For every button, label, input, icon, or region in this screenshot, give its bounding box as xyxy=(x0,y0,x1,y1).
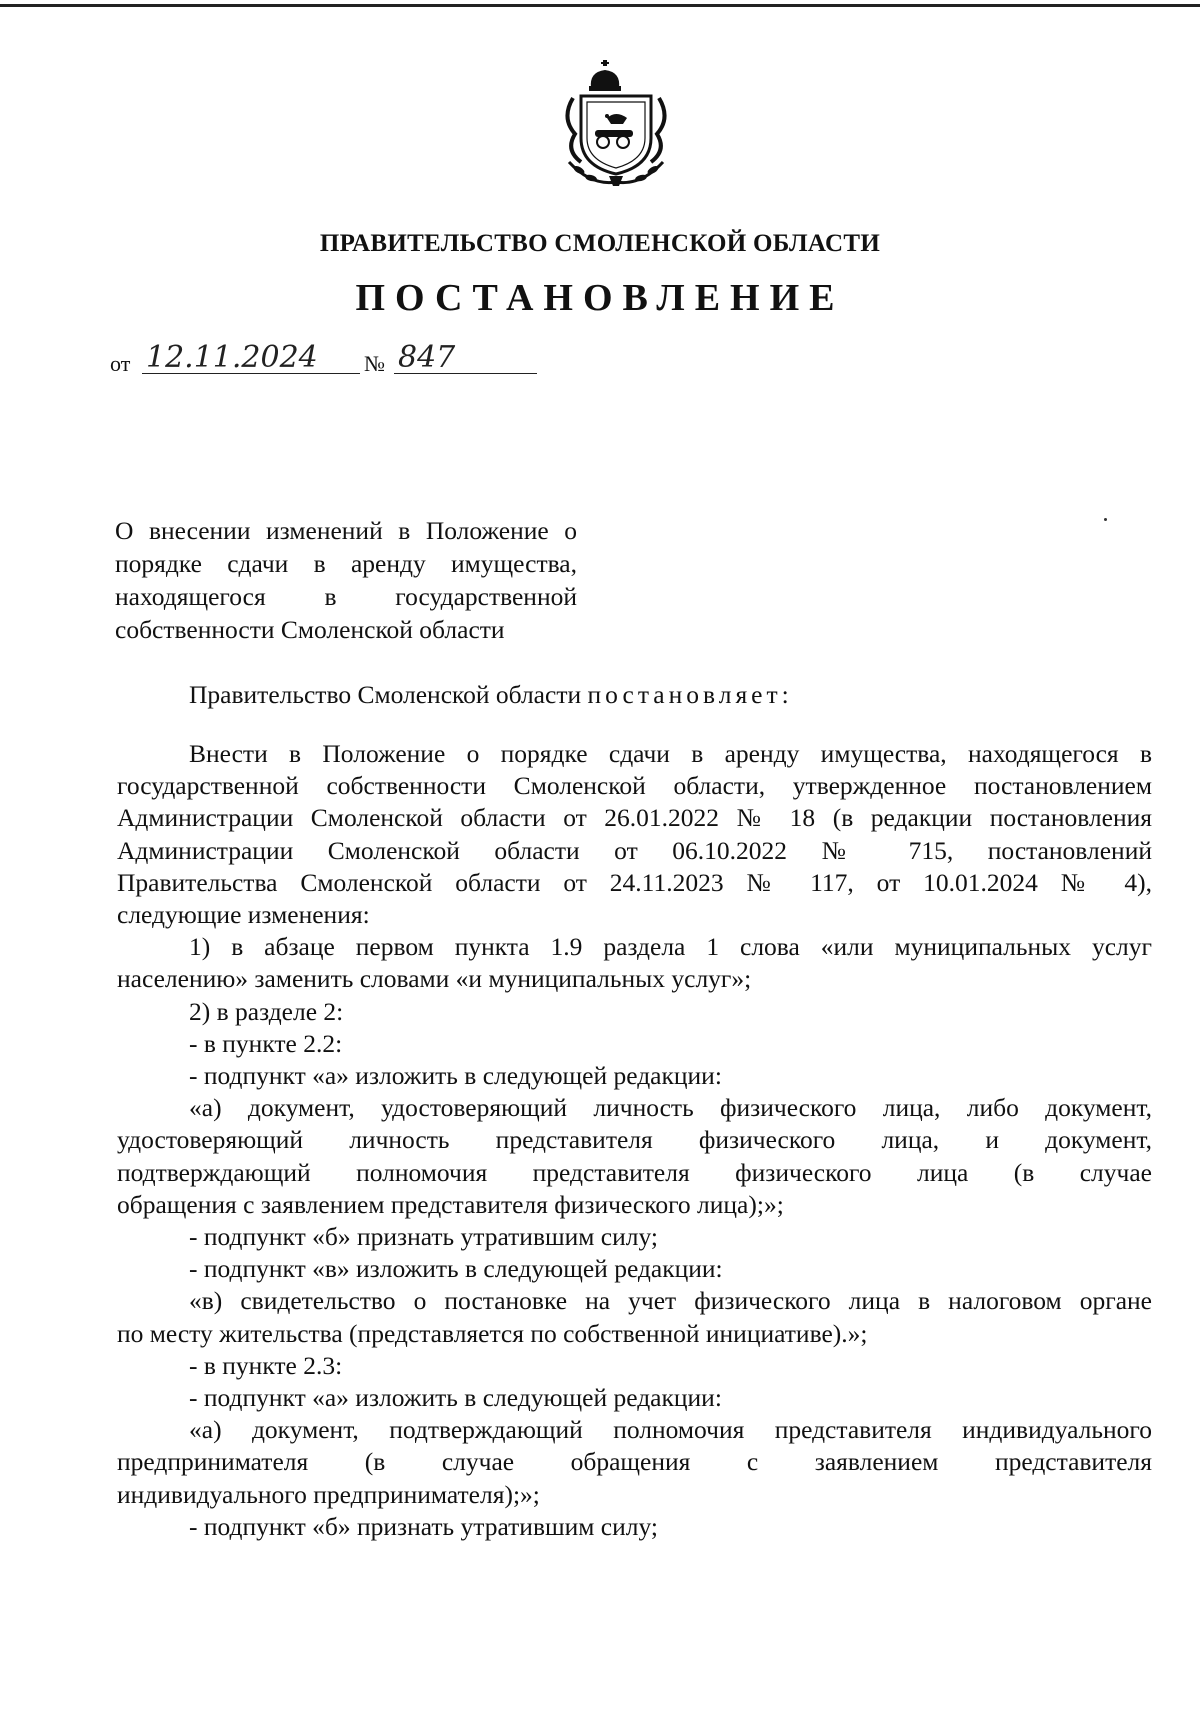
scan-speck xyxy=(1104,518,1107,521)
body-line: 1) в абзаце первом пункта 1.9 раздела 1 слова «или муниципальных услуг xyxy=(189,932,1152,962)
body-line: государственной собственности Смоленской области, утвержденное постановлением xyxy=(117,771,1152,801)
body-line: - подпункт «а» изложить в следующей редакции: xyxy=(189,1061,722,1091)
body-line: - подпункт «б» признать утратившим силу; xyxy=(189,1222,658,1252)
date-prefix: от xyxy=(110,351,131,376)
subject-line: порядке сдачи в аренду имущества, xyxy=(115,549,577,578)
body-line: «в) свидетельство о постановке на учет физического лица в налоговом органе xyxy=(189,1286,1152,1316)
body-line: предпринимателя (в случае обращения с заявлением представителя xyxy=(117,1447,1152,1477)
body-line: Администрации Смоленской области от 26.01.2022 № 18 (в редакции постановления xyxy=(117,803,1152,833)
coat-of-arms-emblem xyxy=(551,58,681,188)
body-line: подтверждающий полномочия представителя физического лица (в случае xyxy=(117,1157,1152,1187)
body-line: Администрации Смоленской области от 06.10.2022 № 715, постановлений xyxy=(117,835,1152,865)
scan-top-border xyxy=(0,4,1200,7)
subject-line: О внесении изменений в Положение о xyxy=(115,516,577,545)
body-line: следующие изменения: xyxy=(117,900,370,930)
body-line: удостоверяющий личность представителя физического лица, и документ, xyxy=(117,1125,1152,1155)
body-line: «а) документ, удостоверяющий личность физического лица, либо документ, xyxy=(189,1093,1152,1123)
number-prefix: № xyxy=(364,351,385,376)
handwritten-number: 847 xyxy=(394,343,537,374)
body-line: «а) документ, подтверждающий полномочия представителя индивидуального xyxy=(189,1415,1152,1445)
date-number-line xyxy=(110,340,550,377)
handwritten-date: 12.11.2024 xyxy=(142,343,360,374)
resolution-intro xyxy=(189,680,793,710)
subject-block xyxy=(115,514,577,646)
body-line: индивидуального предпринимателя);»; xyxy=(117,1479,540,1509)
document-type-heading: ПОСТАНОВЛЕНИЕ xyxy=(355,277,845,319)
body-line: - подпункт «в» изложить в следующей редакции: xyxy=(189,1254,723,1284)
resolution-body xyxy=(117,738,1152,1543)
body-line: населению» заменить словами «и муниципальных услуг»; xyxy=(117,964,752,994)
subject-line: находящегося в государственной xyxy=(115,582,577,611)
subject-line: собственности Смоленской области xyxy=(115,615,505,644)
body-line: - подпункт «б» признать утратившим силу; xyxy=(189,1511,658,1541)
body-line: обращения с заявлением представителя физического лица);»; xyxy=(117,1189,784,1219)
body-line: - в пункте 2.2: xyxy=(189,1028,343,1058)
body-line: - подпункт «а» изложить в следующей редакции: xyxy=(189,1383,722,1413)
body-line: по месту жительства (представляется по собственной инициативе).»; xyxy=(117,1318,868,1348)
body-line: - в пункте 2.3: xyxy=(189,1350,343,1380)
intro-prefix: Правительство Смоленской области xyxy=(189,680,582,709)
organization-heading: ПРАВИТЕЛЬСТВО СМОЛЕНСКОЙ ОБЛАСТИ xyxy=(319,230,881,257)
body-line: Правительства Смоленской области от 24.11.2023 № 117, от 10.01.2024 № 4), xyxy=(117,867,1152,897)
body-line: 2) в разделе 2: xyxy=(189,996,344,1026)
body-line: Внести в Положение о порядке сдачи в аренду имущества, находящегося в xyxy=(189,739,1152,768)
intro-verb: постановляет: xyxy=(587,680,793,709)
